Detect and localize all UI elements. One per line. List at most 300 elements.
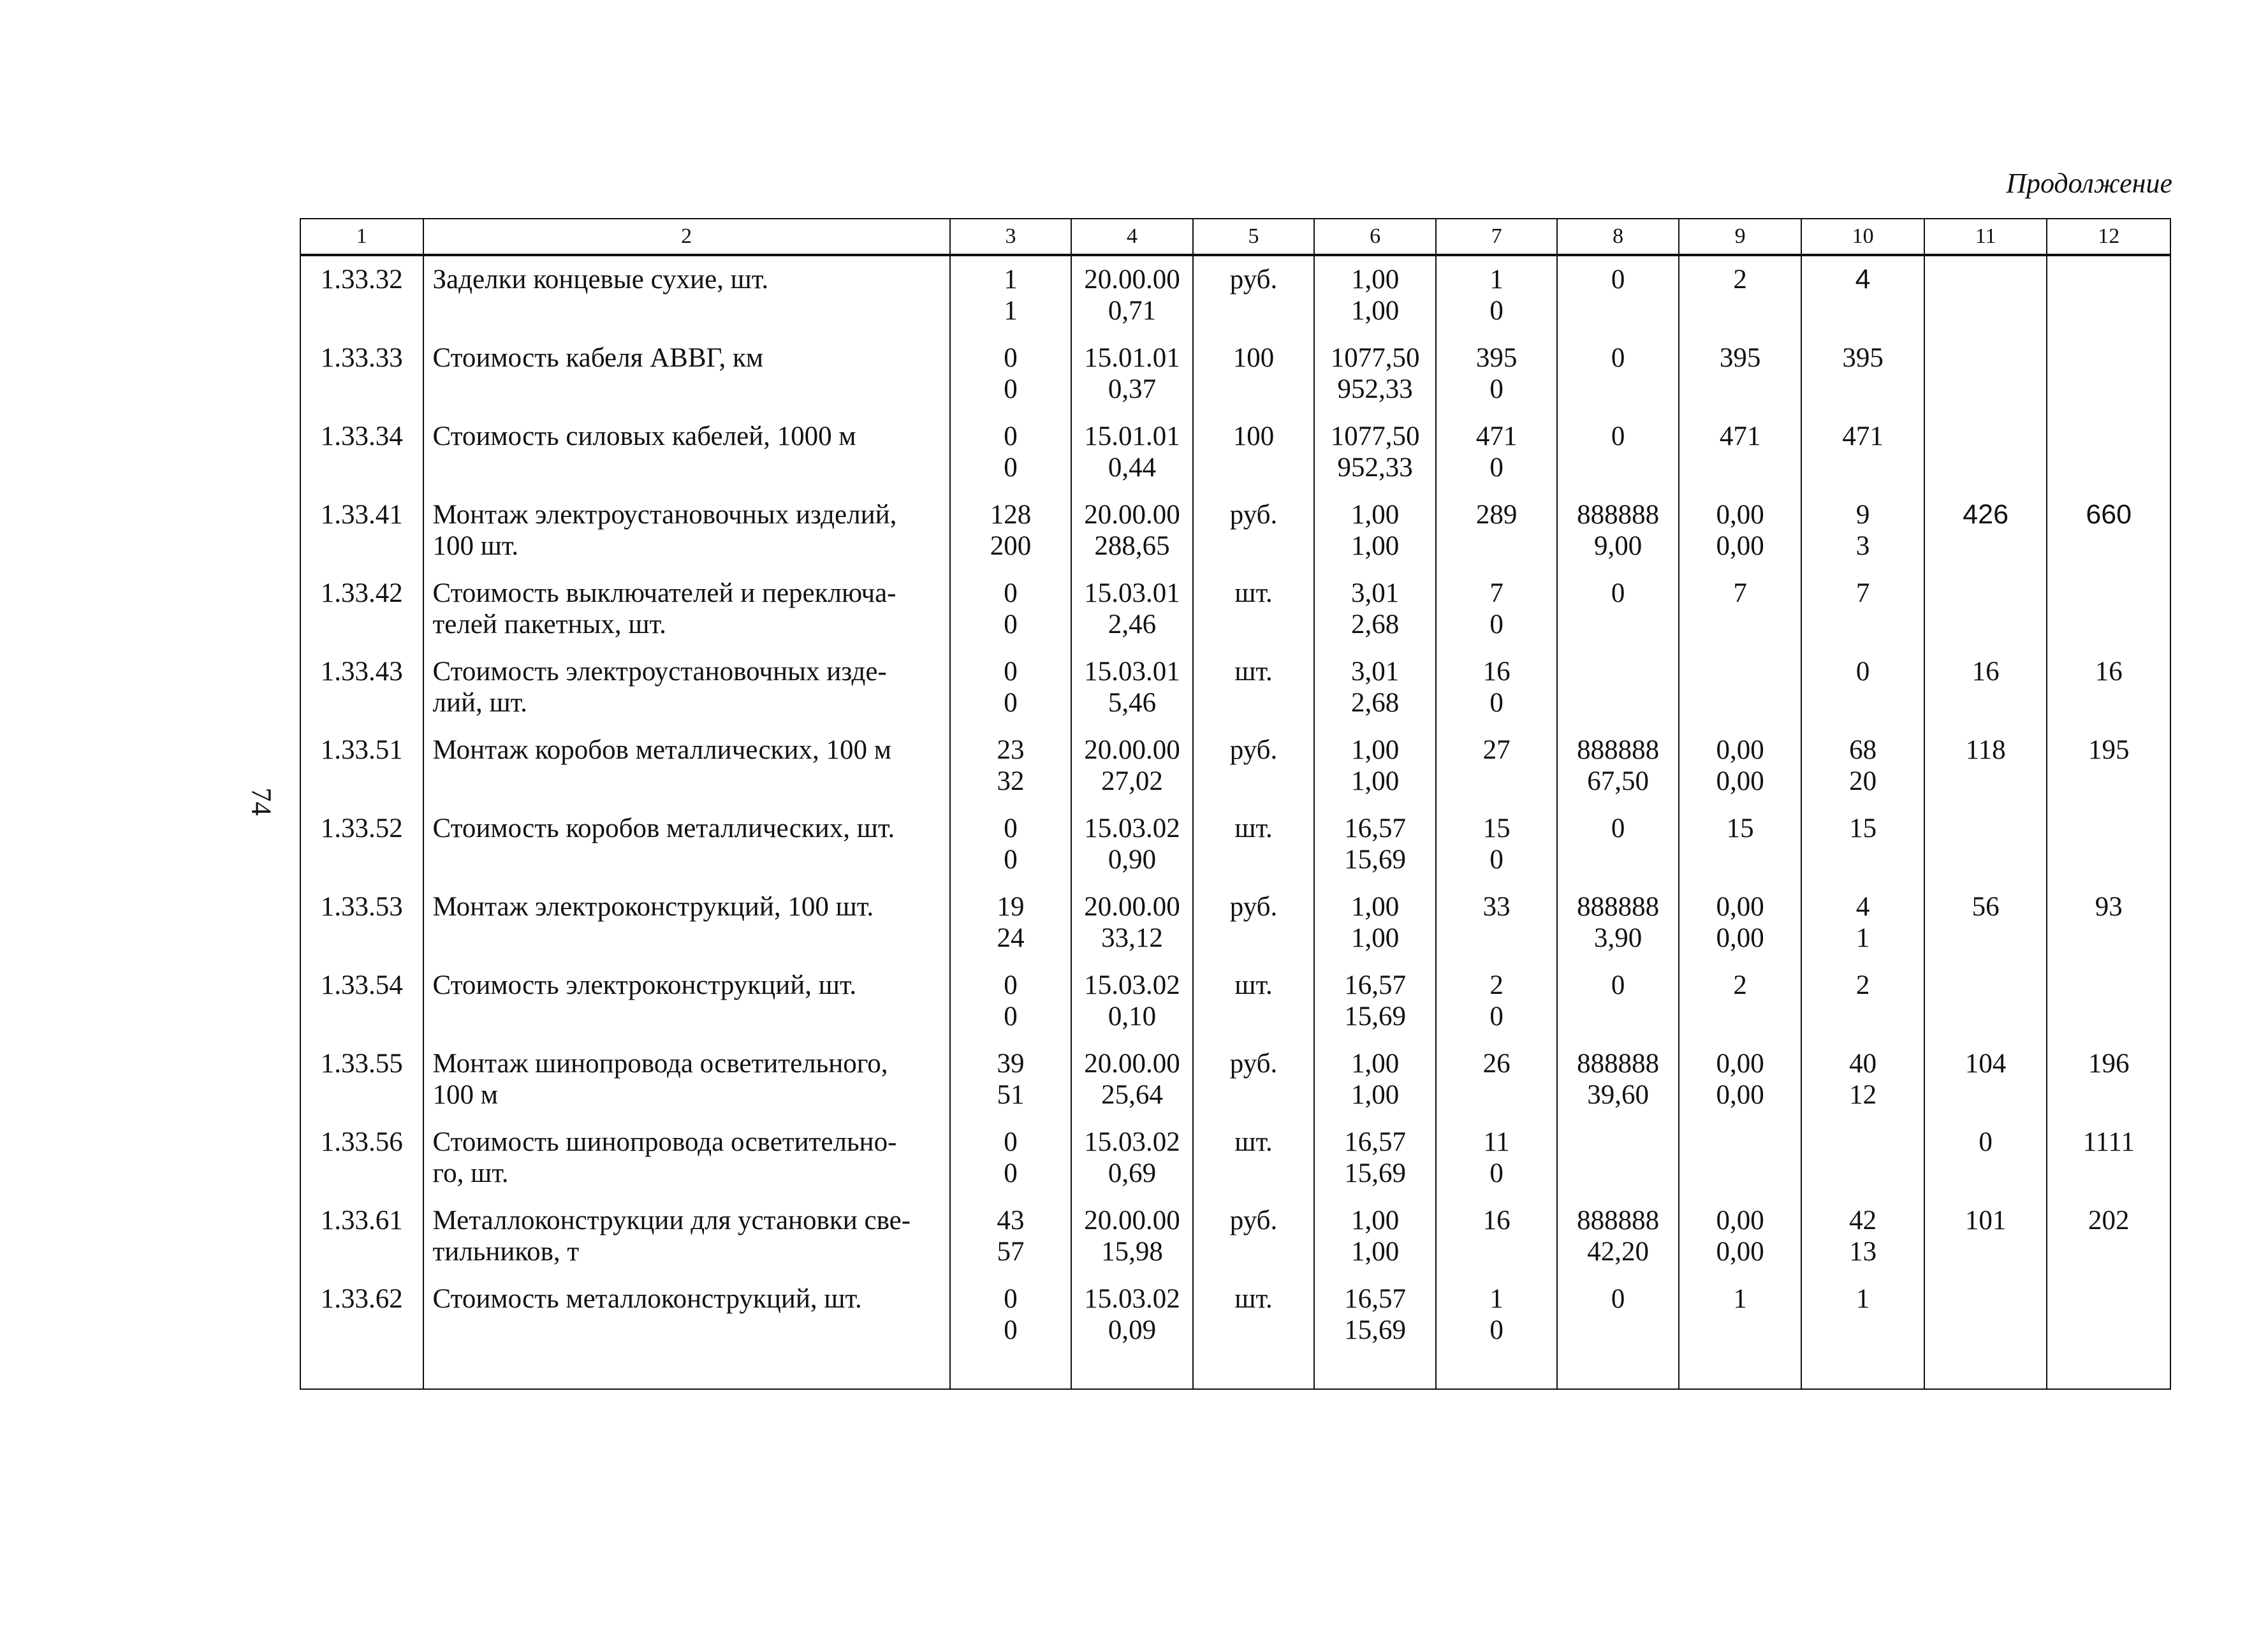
col-4-value (1071, 805, 1193, 884)
col-6-value-line: 1077,50 (1330, 343, 1420, 373)
col-4-value-line: 15,98 (1101, 1237, 1163, 1267)
col-9-value-line: 2 (1733, 970, 1747, 1000)
col-12-value-line: 660 (2086, 499, 2132, 530)
col-11-value-line: 118 (1965, 735, 2006, 765)
col-5-unit (1193, 1040, 1315, 1119)
col-7-value-line: 33 (1482, 892, 1511, 922)
col-6-value-line: 1,00 (1350, 1080, 1400, 1110)
col-11-value-line: 56 (1972, 892, 2000, 922)
col-5-unit-line: руб. (1229, 735, 1278, 765)
col-4-value-line: 15.01.01 (1084, 343, 1180, 373)
col-3-value (950, 570, 1072, 648)
col-8-value (1557, 1197, 1679, 1276)
col-7-value-line: 395 (1475, 343, 1518, 373)
col-12-value (2047, 648, 2170, 727)
col-9-value-line: 0,00 (1716, 1237, 1764, 1267)
item-name-line: Заделки концевые сухие, шт. (432, 265, 769, 295)
column-header: 11 (1924, 219, 2047, 255)
col-9-value-line: 0,00 (1716, 735, 1764, 765)
col-9-value-line: 395 (1719, 343, 1761, 373)
table-row (300, 1119, 2170, 1197)
col-12-value-line: 202 (2088, 1206, 2130, 1235)
col-4-value-line: 0,71 (1108, 296, 1157, 326)
col-3-value-line: 43 (997, 1206, 1025, 1235)
item-name-line: Монтаж коробов металлических, 100 м (432, 735, 891, 765)
item-name-line: 100 м (432, 1080, 498, 1110)
page-number: 74 (245, 787, 277, 816)
column-header: 4 (1071, 219, 1193, 255)
col-5-unit (1193, 1119, 1315, 1197)
col-4-value-line: 15.03.02 (1084, 1127, 1180, 1157)
col-9-value (1679, 413, 1802, 492)
item-code: 1.33.42 (300, 570, 423, 648)
col-3-value-line: 0 (1004, 1002, 1018, 1031)
col-8-value-line: 0 (1611, 421, 1625, 451)
item-code: 1.33.62 (300, 1276, 423, 1389)
col-12-value (2047, 962, 2170, 1040)
col-3-value-line: 200 (990, 531, 1032, 561)
col-5-unit (1193, 413, 1315, 492)
col-9-value (1679, 1119, 1802, 1197)
col-10-value (1801, 727, 1924, 805)
col-5-unit-line: шт. (1234, 970, 1273, 1000)
table-row (300, 413, 2170, 492)
col-6-value-line: 15,69 (1344, 845, 1406, 875)
col-11-value (1924, 413, 2047, 492)
col-5-unit (1193, 335, 1315, 413)
col-10-value (1801, 492, 1924, 570)
col-7-value (1436, 727, 1558, 805)
col-4-value (1071, 648, 1193, 727)
col-12-value (2047, 1119, 2170, 1197)
col-4-value-line: 0,69 (1108, 1158, 1157, 1188)
col-5-unit-line: руб. (1229, 1206, 1278, 1235)
col-5-unit (1193, 1197, 1315, 1276)
col-11-value (1924, 255, 2047, 335)
col-8-value-line: 888888 (1577, 1206, 1660, 1235)
item-name (423, 727, 950, 805)
col-10-value-line: 20 (1849, 766, 1877, 796)
col-10-value-line: 4 (1855, 892, 1870, 922)
col-9-value-line: 471 (1719, 421, 1761, 451)
col-11-value (1924, 492, 2047, 570)
col-11-value (1924, 962, 2047, 1040)
col-8-value-line: 42,20 (1587, 1237, 1649, 1267)
col-7-value-line: 0 (1489, 845, 1503, 875)
col-4-value-line: 2,46 (1108, 609, 1157, 639)
col-10-value-line: 0 (1855, 657, 1870, 687)
col-6-value (1314, 255, 1436, 335)
col-3-value (950, 727, 1072, 805)
item-name-line: Стоимость коробов металлических, шт. (432, 813, 895, 843)
col-9-value-line: 0,00 (1716, 892, 1764, 922)
col-5-unit (1193, 1276, 1315, 1389)
col-6-value (1314, 335, 1436, 413)
col-9-value (1679, 1276, 1802, 1389)
col-8-value-line: 888888 (1577, 892, 1660, 922)
col-6-value-line: 1,00 (1350, 735, 1400, 765)
col-8-value-line: 0 (1611, 813, 1625, 843)
item-name (423, 570, 950, 648)
col-4-value-line: 0,44 (1108, 453, 1157, 483)
col-6-value (1314, 648, 1436, 727)
col-11-value (1924, 1119, 2047, 1197)
col-8-value (1557, 1040, 1679, 1119)
item-name (423, 335, 950, 413)
col-4-value (1071, 570, 1193, 648)
col-3-value (950, 1276, 1072, 1389)
col-6-value-line: 952,33 (1337, 453, 1413, 483)
table-row (300, 255, 2170, 335)
item-name-line: Монтаж электроконструкций, 100 шт. (432, 892, 874, 922)
col-4-value-line: 15.01.01 (1084, 421, 1180, 451)
table-row (300, 335, 2170, 413)
col-4-value-line: 20.00.00 (1084, 735, 1180, 765)
col-9-value (1679, 570, 1802, 648)
col-11-value (1924, 884, 2047, 962)
col-12-value-line: 16 (2095, 657, 2123, 687)
col-8-value (1557, 884, 1679, 962)
col-10-value-line: 1 (1855, 923, 1870, 953)
col-12-value (2047, 413, 2170, 492)
item-name (423, 648, 950, 727)
col-6-value (1314, 884, 1436, 962)
col-5-unit (1193, 492, 1315, 570)
col-7-value-line: 0 (1489, 1315, 1503, 1345)
col-8-value (1557, 962, 1679, 1040)
col-10-value-line: 12 (1849, 1080, 1877, 1110)
col-3-value (950, 962, 1072, 1040)
col-3-value (950, 648, 1072, 727)
col-5-unit-line: 100 (1233, 421, 1275, 451)
col-12-value (2047, 570, 2170, 648)
col-8-value-line: 67,50 (1587, 766, 1649, 796)
col-7-value-line: 1 (1489, 1284, 1503, 1314)
col-3-value-line: 0 (1004, 1284, 1018, 1314)
col-8-value-line: 3,90 (1593, 923, 1642, 953)
col-4-value-line: 288,65 (1094, 531, 1170, 561)
col-3-value-line: 0 (1004, 609, 1018, 639)
col-9-value-line: 0,00 (1716, 500, 1764, 530)
col-6-value-line: 16,57 (1344, 1284, 1406, 1314)
col-4-value-line: 33,12 (1101, 923, 1163, 953)
col-10-value (1801, 413, 1924, 492)
col-3-value (950, 805, 1072, 884)
col-11-value (1924, 805, 2047, 884)
col-7-value (1436, 413, 1558, 492)
col-5-unit (1193, 255, 1315, 335)
col-10-value (1801, 255, 1924, 335)
col-9-value (1679, 492, 1802, 570)
col-7-value-line: 0 (1489, 453, 1503, 483)
col-3-value-line: 0 (1004, 970, 1018, 1000)
col-8-value (1557, 1119, 1679, 1197)
column-header: 9 (1679, 219, 1802, 255)
col-6-value (1314, 570, 1436, 648)
col-8-value (1557, 727, 1679, 805)
col-7-value (1436, 962, 1558, 1040)
col-10-value-line: 40 (1849, 1049, 1877, 1079)
item-name (423, 1040, 950, 1119)
col-3-value-line: 1 (1004, 296, 1018, 326)
col-8-value-line: 0 (1611, 578, 1625, 608)
item-name (423, 805, 950, 884)
item-name-line: Стоимость выключателей и переключа- (432, 578, 896, 608)
table-row (300, 570, 2170, 648)
col-5-unit-line: руб. (1229, 500, 1278, 530)
col-12-value (2047, 1197, 2170, 1276)
item-code: 1.33.34 (300, 413, 423, 492)
col-5-unit-line: шт. (1234, 657, 1273, 687)
col-3-value-line: 0 (1004, 688, 1018, 718)
col-11-value-line: 426 (1963, 499, 2009, 530)
col-4-value-line: 15.03.02 (1084, 970, 1180, 1000)
column-header: 3 (950, 219, 1072, 255)
col-11-value-line: 0 (1979, 1127, 1993, 1157)
item-code: 1.33.56 (300, 1119, 423, 1197)
col-10-value (1801, 335, 1924, 413)
col-3-value-line: 1 (1004, 265, 1018, 295)
col-10-value-line: 3 (1855, 531, 1870, 561)
col-5-unit-line: шт. (1234, 813, 1273, 843)
item-name-line: Стоимость шинопровода осветительно- (432, 1127, 897, 1157)
col-5-unit-line: руб. (1229, 1049, 1278, 1079)
col-9-value-line: 0,00 (1716, 1049, 1764, 1079)
item-name (423, 492, 950, 570)
col-11-value (1924, 570, 2047, 648)
col-6-value (1314, 1040, 1436, 1119)
col-6-value-line: 2,68 (1350, 688, 1400, 718)
item-name (423, 413, 950, 492)
col-10-value (1801, 805, 1924, 884)
col-4-value (1071, 492, 1193, 570)
col-6-value (1314, 727, 1436, 805)
col-7-value (1436, 335, 1558, 413)
col-10-value (1801, 962, 1924, 1040)
col-7-value-line: 0 (1489, 1158, 1503, 1188)
col-7-value-line: 16 (1482, 657, 1511, 687)
table-row (300, 727, 2170, 805)
col-7-value (1436, 1040, 1558, 1119)
col-6-value-line: 16,57 (1344, 1127, 1406, 1157)
col-11-value-line: 16 (1972, 657, 2000, 687)
item-code: 1.33.54 (300, 962, 423, 1040)
col-5-unit-line: 100 (1233, 343, 1275, 373)
col-8-value-line: 888888 (1577, 1049, 1660, 1079)
col-7-value-line: 0 (1489, 296, 1503, 326)
col-9-value-line: 0,00 (1716, 766, 1764, 796)
col-3-value-line: 0 (1004, 374, 1018, 404)
col-12-value (2047, 805, 2170, 884)
col-9-value (1679, 1197, 1802, 1276)
col-11-value (1924, 335, 2047, 413)
col-3-value (950, 413, 1072, 492)
col-10-value-line: 15 (1849, 813, 1877, 843)
col-10-value (1801, 884, 1924, 962)
col-9-value (1679, 255, 1802, 335)
col-3-value-line: 0 (1004, 1315, 1018, 1345)
col-4-value (1071, 1040, 1193, 1119)
col-5-unit (1193, 570, 1315, 648)
item-name-line: лий, шт. (432, 688, 527, 718)
col-7-value (1436, 648, 1558, 727)
item-name-line: Стоимость металлоконструкций, шт. (432, 1284, 862, 1314)
item-code: 1.33.61 (300, 1197, 423, 1276)
col-12-value-line: 196 (2088, 1049, 2130, 1079)
col-3-value-line: 0 (1004, 1158, 1018, 1188)
col-9-value-line: 0,00 (1716, 923, 1764, 953)
col-5-unit (1193, 805, 1315, 884)
col-5-unit-line: руб. (1229, 892, 1278, 922)
col-7-value-line: 471 (1475, 421, 1518, 451)
col-7-value-line: 26 (1482, 1049, 1511, 1079)
item-name-line: Монтаж шинопровода осветительного, (432, 1049, 888, 1079)
col-6-value-line: 1,00 (1350, 892, 1400, 922)
col-6-value-line: 16,57 (1344, 970, 1406, 1000)
col-6-value-line: 3,01 (1350, 578, 1400, 608)
col-10-value (1801, 1040, 1924, 1119)
item-name-line: 100 шт. (432, 531, 519, 561)
table-row (300, 962, 2170, 1040)
col-6-value-line: 15,69 (1344, 1002, 1406, 1031)
col-5-unit (1193, 884, 1315, 962)
col-5-unit-line: шт. (1234, 1127, 1273, 1157)
col-3-value-line: 23 (997, 735, 1025, 765)
item-name-line: Стоимость электроустановочных изде- (432, 657, 887, 687)
col-7-value-line: 0 (1489, 374, 1503, 404)
col-8-value-line: 888888 (1577, 500, 1660, 530)
col-4-value (1071, 1119, 1193, 1197)
item-name-line: тильников, т (432, 1237, 580, 1267)
col-11-value (1924, 1276, 2047, 1389)
col-10-value (1801, 570, 1924, 648)
col-3-value (950, 884, 1072, 962)
col-8-value (1557, 570, 1679, 648)
col-12-value (2047, 884, 2170, 962)
col-6-value (1314, 962, 1436, 1040)
col-6-value-line: 1,00 (1350, 923, 1400, 953)
col-9-value-line: 0,00 (1716, 1080, 1764, 1110)
item-name (423, 1119, 950, 1197)
col-9-value (1679, 727, 1802, 805)
item-code: 1.33.52 (300, 805, 423, 884)
col-3-value-line: 39 (997, 1049, 1025, 1079)
item-code: 1.33.51 (300, 727, 423, 805)
col-3-value-line: 0 (1004, 657, 1018, 687)
item-code: 1.33.53 (300, 884, 423, 962)
table-row (300, 1197, 2170, 1276)
col-7-value-line: 0 (1489, 688, 1503, 718)
col-6-value (1314, 1276, 1436, 1389)
col-8-value-line: 0 (1611, 343, 1625, 373)
col-4-value (1071, 727, 1193, 805)
col-11-value (1924, 727, 2047, 805)
col-6-value (1314, 492, 1436, 570)
col-8-value-line: 0 (1611, 1284, 1625, 1314)
col-8-value-line: 9,00 (1593, 531, 1642, 561)
col-12-value-line: 1111 (2082, 1127, 2135, 1157)
col-7-value (1436, 884, 1558, 962)
col-7-value (1436, 570, 1558, 648)
col-4-value-line: 0,37 (1108, 374, 1157, 404)
col-4-value (1071, 335, 1193, 413)
column-header: 8 (1557, 219, 1679, 255)
col-7-value-line: 0 (1489, 609, 1503, 639)
col-6-value-line: 1,00 (1350, 500, 1400, 530)
col-12-value (2047, 1276, 2170, 1389)
column-header: 2 (423, 219, 950, 255)
col-3-value (950, 1119, 1072, 1197)
col-4-value (1071, 1276, 1193, 1389)
col-8-value (1557, 1276, 1679, 1389)
col-4-value-line: 20.00.00 (1084, 265, 1180, 295)
col-7-value (1436, 255, 1558, 335)
col-4-value-line: 20.00.00 (1084, 1206, 1180, 1235)
col-4-value (1071, 884, 1193, 962)
col-8-value (1557, 335, 1679, 413)
col-6-value-line: 1,00 (1350, 1049, 1400, 1079)
col-12-value (2047, 255, 2170, 335)
col-4-value-line: 27,02 (1101, 766, 1163, 796)
item-name-line: Монтаж электроустановочных изделий, (432, 500, 897, 530)
col-3-value (950, 1040, 1072, 1119)
col-5-unit-line: шт. (1234, 578, 1273, 608)
table-row (300, 805, 2170, 884)
col-4-value-line: 5,46 (1108, 688, 1157, 718)
col-9-value-line: 0,00 (1716, 1206, 1764, 1235)
continuation-caption: Продолжение (2006, 168, 2172, 199)
col-9-value-line: 15 (1726, 813, 1754, 843)
col-4-value-line: 0,10 (1108, 1002, 1157, 1031)
column-number-row (300, 219, 2170, 255)
col-9-value-line: 7 (1733, 578, 1747, 608)
column-header: 1 (300, 219, 423, 255)
col-6-value-line: 1077,50 (1330, 421, 1420, 451)
item-code: 1.33.55 (300, 1040, 423, 1119)
item-code: 1.33.32 (300, 255, 423, 335)
col-3-value (950, 255, 1072, 335)
col-12-value (2047, 1040, 2170, 1119)
col-6-value-line: 1,00 (1350, 1206, 1400, 1235)
col-9-value-line: 2 (1733, 265, 1747, 295)
col-7-value (1436, 492, 1558, 570)
col-9-value (1679, 1040, 1802, 1119)
col-6-value-line: 1,00 (1350, 265, 1400, 295)
col-3-value (950, 1197, 1072, 1276)
col-3-value-line: 19 (997, 892, 1025, 922)
col-9-value (1679, 805, 1802, 884)
col-10-value (1801, 1276, 1924, 1389)
col-3-value-line: 0 (1004, 813, 1018, 843)
col-5-unit (1193, 648, 1315, 727)
col-7-value-line: 2 (1489, 970, 1503, 1000)
col-8-value-line: 0 (1611, 265, 1625, 295)
column-header: 12 (2047, 219, 2170, 255)
col-10-value-line: 395 (1842, 343, 1884, 373)
column-header: 5 (1193, 219, 1315, 255)
col-7-value-line: 27 (1482, 735, 1511, 765)
item-code: 1.33.41 (300, 492, 423, 570)
col-3-value-line: 51 (997, 1080, 1025, 1110)
table-row (300, 1276, 2170, 1389)
col-12-value (2047, 492, 2170, 570)
col-7-value-line: 15 (1482, 813, 1511, 843)
col-8-value-line: 0 (1611, 970, 1625, 1000)
item-name-line: Металлоконструкции для установки све- (432, 1206, 911, 1235)
col-6-value-line: 1,00 (1350, 296, 1400, 326)
col-9-value (1679, 962, 1802, 1040)
item-name-line: го, шт. (432, 1158, 509, 1188)
